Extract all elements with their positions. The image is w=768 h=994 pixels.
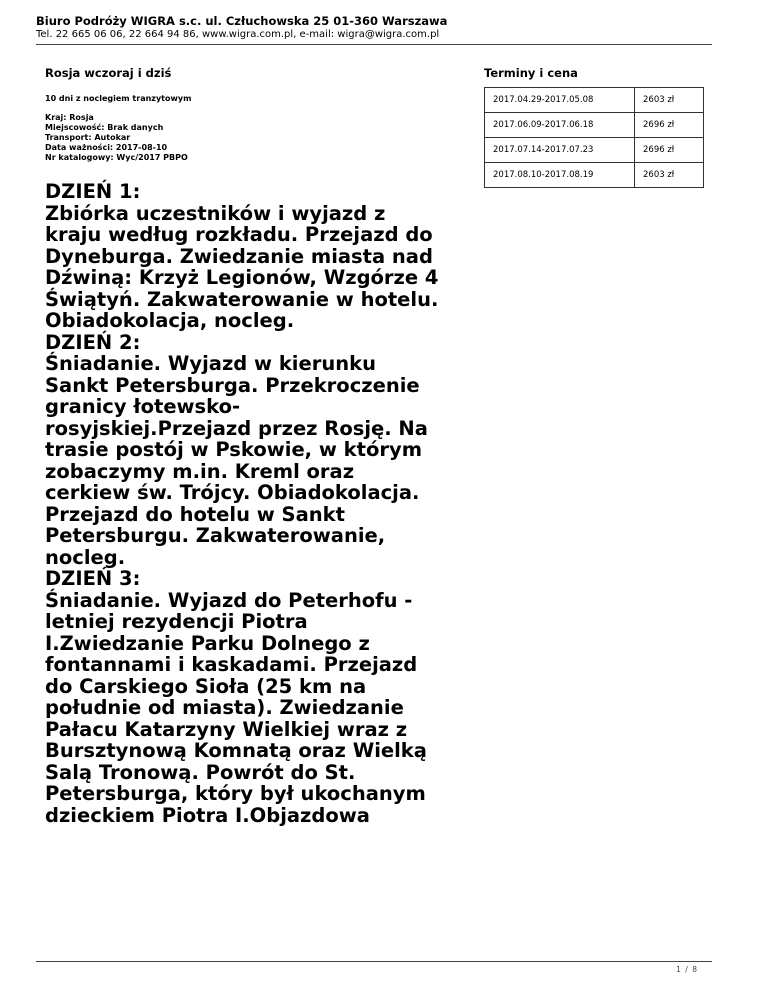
fact-location: Miejscowość: Brak danych	[45, 123, 164, 132]
program-line: Zbiórka uczestników i wyjazd z	[45, 201, 386, 225]
program-line: nocleg.	[45, 545, 126, 569]
term-price: 2603 zł	[635, 163, 704, 188]
fact-transport: Transport: Autokar	[45, 133, 131, 142]
program-line: rosyjskiej.Przejazd przez Rosję. Na	[45, 416, 428, 440]
program-line: Dźwiną: Krzyż Legionów, Wzgórze 4	[45, 266, 439, 289]
company-name: Biuro Podróży WIGRA s.c. ul. Człuchowska 25 01-360 Warszawa	[36, 14, 448, 28]
program-line: DZIEŃ 3:	[45, 567, 141, 590]
program-line: Świątyń. Zakwaterowanie w hotelu.	[45, 287, 439, 311]
company-contact: Tel. 22 665 06 06, 22 664 94 86, www.wigra.com.pl, e-mail: wigra@wigra.com.pl	[36, 29, 440, 40]
program-line: Bursztynową Komnatą oraz Wielką	[45, 739, 427, 762]
table-row	[485, 113, 704, 138]
program-line: dzieckiem Piotra I.Objazdowa	[45, 803, 370, 827]
program-line: I.Zwiedzanie Parku Dolnego z	[45, 631, 370, 655]
program-line: zobaczymy m.in. Kreml oraz	[45, 459, 355, 483]
term-price: 2696 zł	[635, 138, 704, 163]
program-line: Salą Tronową. Powrót do St.	[45, 760, 356, 784]
page-header	[36, 14, 732, 41]
program-line: Petersburga, który był ukochanym	[45, 782, 426, 805]
trip-program	[45, 181, 469, 826]
table-row	[485, 138, 704, 163]
term-dates: 2017.08.10-2017.08.19	[485, 163, 635, 188]
program-line: do Carskiego Sioła (25 km na	[45, 674, 367, 698]
term-dates: 2017.04.29-2017.05.08	[485, 88, 635, 113]
page-number: 1 / 8	[676, 965, 698, 974]
program-line: trasie postój w Pskowie, w którym	[45, 438, 423, 461]
terms-title: Terminy i cena	[484, 66, 578, 80]
term-dates: 2017.07.14-2017.07.23	[485, 138, 635, 163]
table-row	[485, 88, 704, 113]
term-price: 2603 zł	[635, 88, 704, 113]
offer-subtitle: 10 dni z noclegiem tranzytowym	[45, 94, 192, 103]
fact-validity-date: Data ważności: 2017-08-10	[45, 143, 168, 152]
terms-panel	[484, 66, 706, 180]
footer-divider	[36, 961, 712, 962]
offer-summary	[45, 66, 465, 163]
header-divider	[36, 44, 712, 45]
program-line: Petersburgu. Zakwaterowanie,	[45, 524, 386, 547]
program-line: fontannami i kaskadami. Przejazd	[45, 653, 418, 676]
program-line: południe od miasta). Zwiedzanie	[45, 696, 404, 719]
program-line: Śniadanie. Wyjazd do Peterhofu -	[45, 588, 413, 612]
fact-country: Kraj: Rosja	[45, 113, 94, 122]
program-line: granicy łotewsko-	[45, 395, 241, 418]
offer-title: Rosja wczoraj i dziś	[45, 66, 172, 80]
program-line: DZIEŃ 1:	[45, 180, 141, 203]
program-line: Pałacu Katarzyny Wielkiej wraz z	[45, 717, 408, 741]
program-line: DZIEŃ 2:	[45, 330, 141, 354]
program-line: Obiadokolacja, nocleg.	[45, 309, 295, 332]
program-line: Sankt Petersburga. Przekroczenie	[45, 373, 420, 397]
program-line: letniej rezydencji Piotra	[45, 610, 308, 633]
offer-facts	[45, 113, 465, 163]
program-line: Śniadanie. Wyjazd w kierunku	[45, 352, 376, 375]
program-line: cerkiew św. Trójcy. Obiadokolacja.	[45, 481, 420, 504]
term-dates: 2017.06.09-2017.06.18	[485, 113, 635, 138]
program-line: Dyneburga. Zwiedzanie miasta nad	[45, 244, 433, 268]
table-row	[485, 163, 704, 188]
program-line: kraju według rozkładu. Przejazd do	[45, 223, 433, 246]
fact-catalog-number: Nr katalogowy: Wyc/2017 PBPO	[45, 153, 188, 162]
terms-table	[484, 87, 704, 188]
program-line: Przejazd do hotelu w Sankt	[45, 502, 345, 526]
term-price: 2696 zł	[635, 113, 704, 138]
